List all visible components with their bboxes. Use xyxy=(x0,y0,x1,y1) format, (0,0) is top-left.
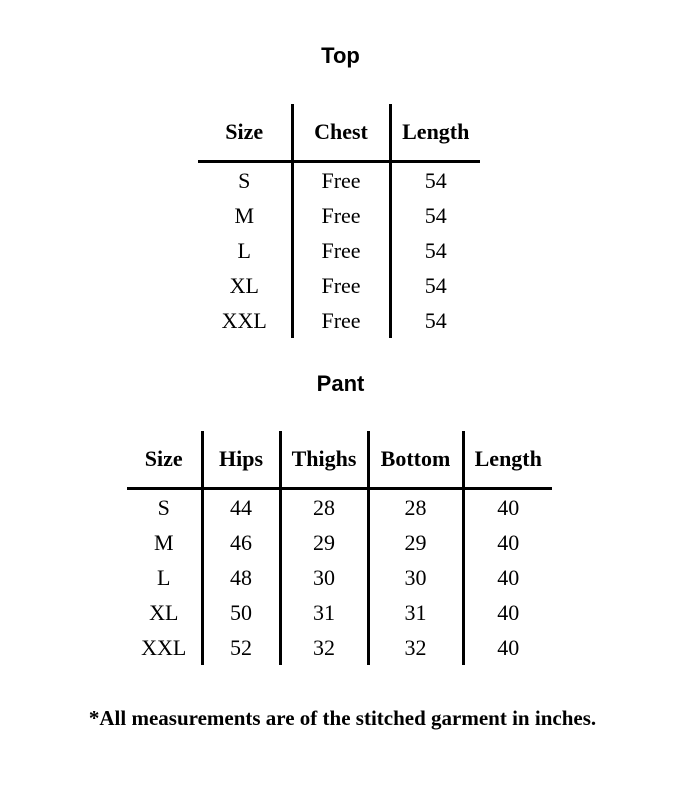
length-cell: 54 xyxy=(390,198,480,233)
table-header-row xyxy=(198,104,480,162)
table-row xyxy=(127,525,552,560)
header-length: Length xyxy=(463,431,552,489)
size-cell: S xyxy=(157,494,170,520)
length-cell: 54 xyxy=(390,303,480,338)
table-row xyxy=(127,595,552,630)
length-cell: 40 xyxy=(463,595,552,630)
size-cell: M xyxy=(153,529,174,555)
pant-size-table xyxy=(127,431,552,665)
table-row xyxy=(198,162,480,199)
length-cell: 40 xyxy=(463,630,552,665)
chest-cell: Free xyxy=(292,233,390,268)
header-chest: Chest xyxy=(292,104,390,162)
thighs-cell: 32 xyxy=(280,630,368,665)
thighs-cell: 31 xyxy=(280,595,368,630)
chest-cell: Free xyxy=(292,303,390,338)
length-cell: 40 xyxy=(463,489,552,526)
hips-cell: 46 xyxy=(202,525,280,560)
header-thighs: Thighs xyxy=(280,431,368,489)
bottom-cell: 29 xyxy=(368,525,463,560)
length-cell: 40 xyxy=(463,525,552,560)
pant-section-title: Pant xyxy=(316,371,365,396)
table-row xyxy=(198,303,480,338)
hips-cell: 52 xyxy=(202,630,280,665)
hips-cell: 50 xyxy=(202,595,280,630)
chest-cell: Free xyxy=(292,198,390,233)
size-cell: XXL xyxy=(221,307,267,333)
table-row xyxy=(127,560,552,595)
header-size: Size xyxy=(198,104,292,162)
table-header-row xyxy=(127,431,552,489)
thighs-cell: 29 xyxy=(280,525,368,560)
table-row xyxy=(127,630,552,665)
size-cell: S xyxy=(238,167,251,193)
size-cell: XXL xyxy=(141,634,187,660)
chest-cell: Free xyxy=(292,162,390,199)
size-cell: XL xyxy=(149,599,179,625)
hips-cell: 48 xyxy=(202,560,280,595)
length-cell: 54 xyxy=(390,233,480,268)
size-cell: L xyxy=(237,237,251,263)
measurement-footnote: *All measurements are of the stitched garment in inches. xyxy=(88,706,597,730)
table-row xyxy=(198,268,480,303)
table-row xyxy=(198,233,480,268)
top-section-title: Top xyxy=(321,43,360,68)
bottom-cell: 32 xyxy=(368,630,463,665)
cropped-text-fragment xyxy=(100,0,460,4)
size-cell: XL xyxy=(229,272,259,298)
table-row xyxy=(198,198,480,233)
length-cell: 54 xyxy=(390,162,480,199)
size-cell: L xyxy=(157,564,171,590)
bottom-cell: 31 xyxy=(368,595,463,630)
header-size: Size xyxy=(127,431,202,489)
header-bottom: Bottom xyxy=(368,431,463,489)
thighs-cell: 30 xyxy=(280,560,368,595)
size-cell: M xyxy=(234,202,255,228)
top-size-table xyxy=(198,104,480,338)
length-cell: 40 xyxy=(463,560,552,595)
bottom-cell: 28 xyxy=(368,489,463,526)
bottom-cell: 30 xyxy=(368,560,463,595)
length-cell: 54 xyxy=(390,268,480,303)
chest-cell: Free xyxy=(292,268,390,303)
hips-cell: 44 xyxy=(202,489,280,526)
header-hips: Hips xyxy=(202,431,280,489)
table-row xyxy=(127,489,552,526)
header-length: Length xyxy=(390,104,480,162)
thighs-cell: 28 xyxy=(280,489,368,526)
